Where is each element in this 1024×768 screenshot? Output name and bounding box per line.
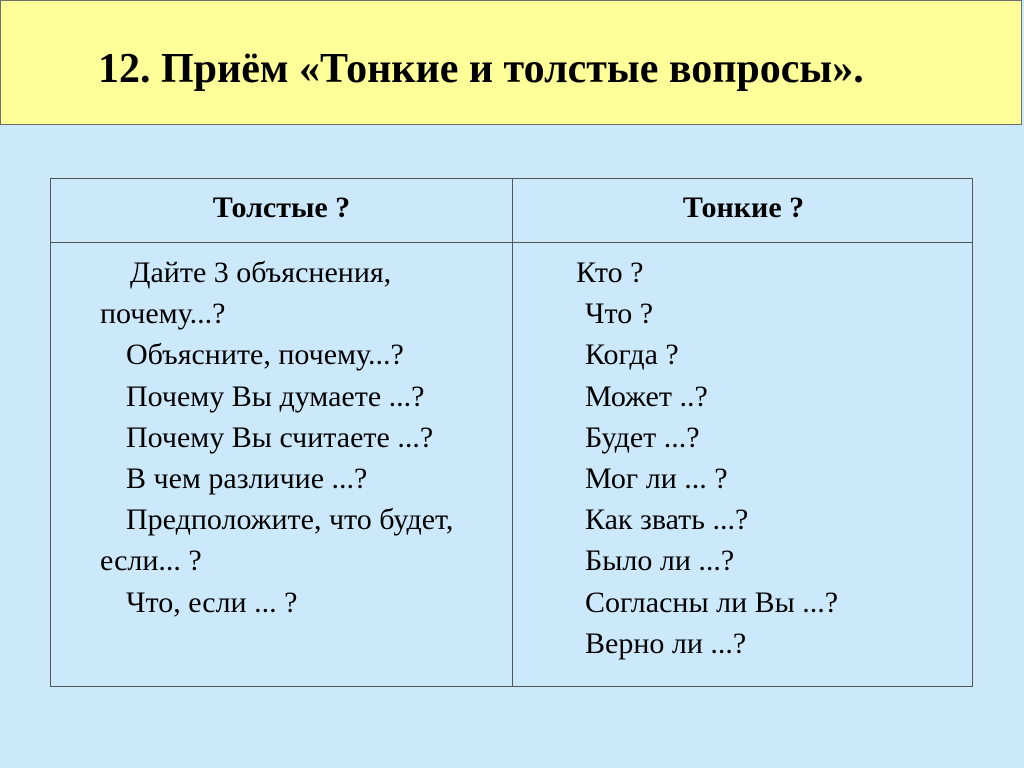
header-divider	[51, 242, 972, 243]
thick-question-line: Что, если ... ?	[126, 585, 298, 619]
thin-question-line: Как звать ...?	[585, 503, 749, 537]
thin-question-line: Согласны ли Вы ...?	[585, 585, 839, 619]
thin-question-line: Верно ли ...?	[585, 626, 747, 660]
thick-question-line: Дайте 3 объяснения,	[130, 256, 392, 289]
thick-question-line: Объясните, почему...?	[126, 338, 404, 372]
column-divider	[512, 179, 513, 686]
thin-question-line: Будет ...?	[585, 420, 700, 454]
thick-question-line: Почему Вы считаете ...?	[126, 420, 434, 454]
thick-question-line: почему...?	[100, 297, 226, 331]
thick-question-line: если... ?	[100, 544, 202, 578]
thick-question-line: Почему Вы думаете ...?	[126, 379, 425, 413]
header-thin-questions: Тонкие ?	[682, 191, 805, 224]
title-banner	[0, 0, 1022, 125]
questions-table	[50, 178, 973, 687]
thin-question-line: Было ли ...?	[585, 544, 735, 578]
thick-questions-list	[100, 252, 510, 623]
thin-question-line: Может ..?	[585, 379, 708, 413]
thin-question-line: Мог ли ... ?	[585, 462, 728, 496]
page-title: 12. Приём «Тонкие и толстые вопросы».	[98, 46, 864, 92]
header-thick-questions: Толстые ?	[212, 191, 351, 224]
thin-question-line: Что ?	[585, 297, 654, 331]
thin-question-line: Кто ?	[576, 256, 644, 289]
thin-questions-list	[576, 252, 960, 664]
thick-question-line: Предположите, что будет,	[126, 503, 454, 537]
thick-question-line: В чем различие ...?	[126, 462, 368, 496]
thin-question-line: Когда ?	[585, 338, 679, 372]
